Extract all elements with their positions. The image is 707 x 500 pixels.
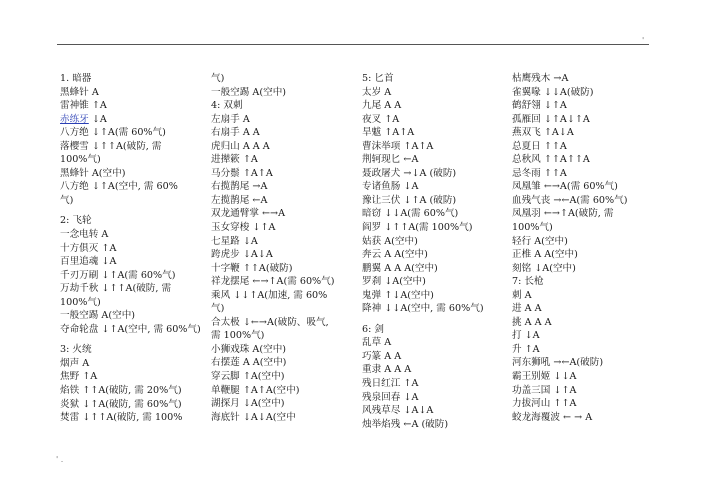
move-line: 烟声 A (60, 357, 90, 369)
move-line: 鬼弹 ↑↓A(空中) (362, 289, 434, 301)
move-line: 5: 匕首 (362, 73, 394, 84)
move-line: 单鞭腿 ↑A↑A(空中) (211, 384, 300, 396)
move-line: 焰铁 ↑↑A(破防, 需 20%气) (60, 385, 182, 397)
move-line: 河东狮吼 →←A(破防) (512, 357, 604, 369)
move-line: 气) (60, 194, 74, 206)
move-line: 6: 剑 (362, 323, 384, 335)
move-line: 落樱雪 ↓↑↑A(破防, 需 (60, 140, 162, 152)
move-line: 2: 飞轮 (60, 215, 92, 227)
move-line: 双龙通臂掌 ←→A (211, 208, 286, 220)
move-line: 4: 双刺 (211, 100, 243, 112)
move-line: 奔云 A A(空中) (362, 249, 428, 261)
move-line: 合太极 ↓←→A(破防、吸气, (211, 316, 329, 328)
move-line: 专诸鱼肠 ↓A (362, 181, 419, 193)
move-line: 100%气) (60, 154, 101, 166)
move-line: 太岁 A (362, 86, 392, 98)
move-line: 右摆莲 A A(空中) (211, 357, 287, 369)
move-line: 正椎 A A(空中) (512, 249, 578, 261)
move-line: 右扇手 A A (211, 127, 260, 139)
move-line: 罗刹 ↓A(空中) (362, 276, 426, 288)
move-line: 暗窃 ↓↓A(需 60%气) (362, 208, 459, 220)
move-line: 海底针 ↓A↓A(空中 (211, 411, 296, 423)
header-mark: ' (642, 36, 645, 45)
move-line: 鹤舒翎 ↓↑A (512, 100, 567, 112)
move-line: 跨虎步 ↓A↓A (211, 249, 273, 261)
header-rule (57, 44, 649, 45)
move-line: 100%气) (512, 222, 553, 234)
move-line: 聂政屠犬 →↓A (破防) (362, 167, 457, 179)
move-line: 黑蜂针 A(空中) (60, 167, 126, 179)
move-line: 升 ↑A (512, 343, 540, 355)
move-line: 夜叉 ↑A (362, 113, 400, 125)
move-line: 黑蜂针 A (60, 86, 99, 98)
column-4 (512, 72, 657, 424)
move-line: 蛟龙海覆波 ← → A (512, 411, 593, 423)
move-line: 右揽鹊尾 →A (211, 181, 268, 193)
move-line: 鹏翼 A A A(空中) (362, 262, 438, 274)
move-line: 小狮戏珠 A(空中) (211, 343, 287, 355)
move-line: 十字鞭 ↑↑A(破防) (211, 262, 293, 274)
move-line: 风残草尽 ↓A↓A (362, 405, 434, 417)
move-line: 孤雁回 ↓↑A↓↑A (512, 113, 590, 125)
move-line: 八方绝 ↓↑A(需 60%气) (60, 127, 166, 139)
move-line: 一般空踢 A(空中) (60, 310, 136, 322)
move-line: 万劫千秋 ↓↑↑A(破防, 需 (60, 283, 172, 295)
move-line: 刺 A (512, 289, 532, 301)
move-line: 烛举焰残 ←A (破防) (362, 418, 449, 430)
move-line: 九尾 A A (362, 100, 402, 112)
move-line: 湖探月 ↓A(空中) (211, 398, 285, 410)
move-line: 荆轲现匕 ←A (362, 154, 419, 166)
move-line: 凤凰羽 ←→↑A(破防, 需 (512, 208, 614, 220)
move-line: 功盖三国 ↓↑A (512, 384, 577, 396)
move-line: 枯鹰残木 →A (512, 73, 569, 84)
move-line: 雷神锥 ↑A (60, 100, 107, 112)
move-line: 气) (211, 303, 225, 315)
move-line: 一般空踢 A(空中) (211, 86, 287, 98)
move-line: 虎归山 A A A (211, 140, 270, 152)
move-line: 重隶 A A A (362, 364, 412, 376)
move-line: 左扇手 A (211, 113, 250, 125)
move-line: 霸王别姬 ↓↓A (512, 371, 577, 383)
move-line: 百里追魂 ↓A (60, 256, 117, 268)
move-line: 八方绝 ↓↑A(空中, 需 60% (60, 181, 178, 193)
move-line: 燕双飞 ↑A↓A (512, 127, 574, 139)
move-line: 旱魃 ↑A↑A (362, 127, 415, 139)
move-line: 乘风 ↓↓↑A(加速, 需 60% (211, 289, 328, 301)
move-line: 1. 暗器 (60, 73, 92, 84)
term-link[interactable]: 赤练牙 (60, 113, 89, 125)
move-line: 祥龙摆尾 ←→↑A(需 60%气) (211, 276, 335, 288)
column-2 (211, 72, 356, 424)
move-line: 总秋风 ↑↑A↑↑A (512, 154, 590, 166)
move-line: 豫让三伏 ↓↑A (破防) (362, 194, 457, 206)
move-line: 3: 火统 (60, 344, 92, 356)
move-line: 焦野 ↑A (60, 371, 98, 383)
column-3 (362, 72, 507, 431)
move-line: 巧篆 A A (362, 350, 402, 362)
move-line: 进 A A (512, 303, 542, 315)
move-line: 凤凰雏 ←→A(需 60%气) (512, 181, 618, 193)
move-line: 穿云脚 ↑A(空中) (211, 371, 285, 383)
move-line: 降神 ↓↓A(空中, 需 60%气) (362, 303, 484, 315)
move-line: 夺命轮盘 ↓↑A(空中, 需 60%气) (60, 323, 201, 335)
move-line: 焚雷 ↓↑↑A(破防, 需 100% (60, 412, 183, 424)
move-line: 残泉回春 ↓A (362, 391, 419, 403)
move-line: 十方俱灭 ↑A (60, 242, 117, 254)
move-line: 阎罗 ↓↑↑A(需 100%气) (362, 222, 473, 234)
move-line: 总夏日 ↑↑A (512, 140, 567, 152)
move-line: 七星路 ↓A (211, 235, 258, 247)
move-line: 刻铭 ↓A(空中) (512, 262, 576, 274)
move-line: 7: 长枪 (512, 276, 544, 288)
move-line: 玉女穿梭 ↓↑A (211, 222, 276, 234)
move-line: 打 ↓A (512, 330, 540, 342)
move-line: 气) (211, 73, 225, 84)
move-line: 血残气丧 →←A(需 60%气) (512, 194, 628, 206)
move-line: 马分鬃 ↑A↑A (211, 167, 273, 179)
column-1 (60, 72, 205, 425)
move-line: 轻行 A(空中) (512, 235, 568, 247)
move-line: 力拔河山 ↑↑A (512, 398, 577, 410)
move-line: 一念电转 A (60, 229, 109, 241)
move-line: 挑 A A A (512, 316, 552, 328)
move-line: 需 100%气) (211, 330, 265, 342)
move-line: 雀翼喙 ↓↓A(破防) (512, 86, 594, 98)
move-line: 炎狱 ↓↑A(破防, 需 60%气) (60, 398, 182, 410)
move-line: 曹沫举项 ↑A↑A (362, 140, 434, 152)
move-line: 左揽鹊尾 ←A (211, 194, 268, 206)
move-line: 乱草 A (362, 337, 392, 349)
move-line: 赤练牙 ↓A (60, 113, 107, 125)
move-line: 千刃万刷 ↓↑A(需 60%气) (60, 269, 176, 281)
move-line: 姑获 A(空中) (362, 235, 418, 247)
move-line: 残日红江 ↑A (362, 378, 419, 390)
move-line: 忌冬雨 ↑↑A (512, 167, 567, 179)
move-line: 进撵簌 ↑A (211, 154, 258, 166)
move-line: 100%气) (60, 296, 101, 308)
footer-mark: ' . (56, 455, 64, 464)
